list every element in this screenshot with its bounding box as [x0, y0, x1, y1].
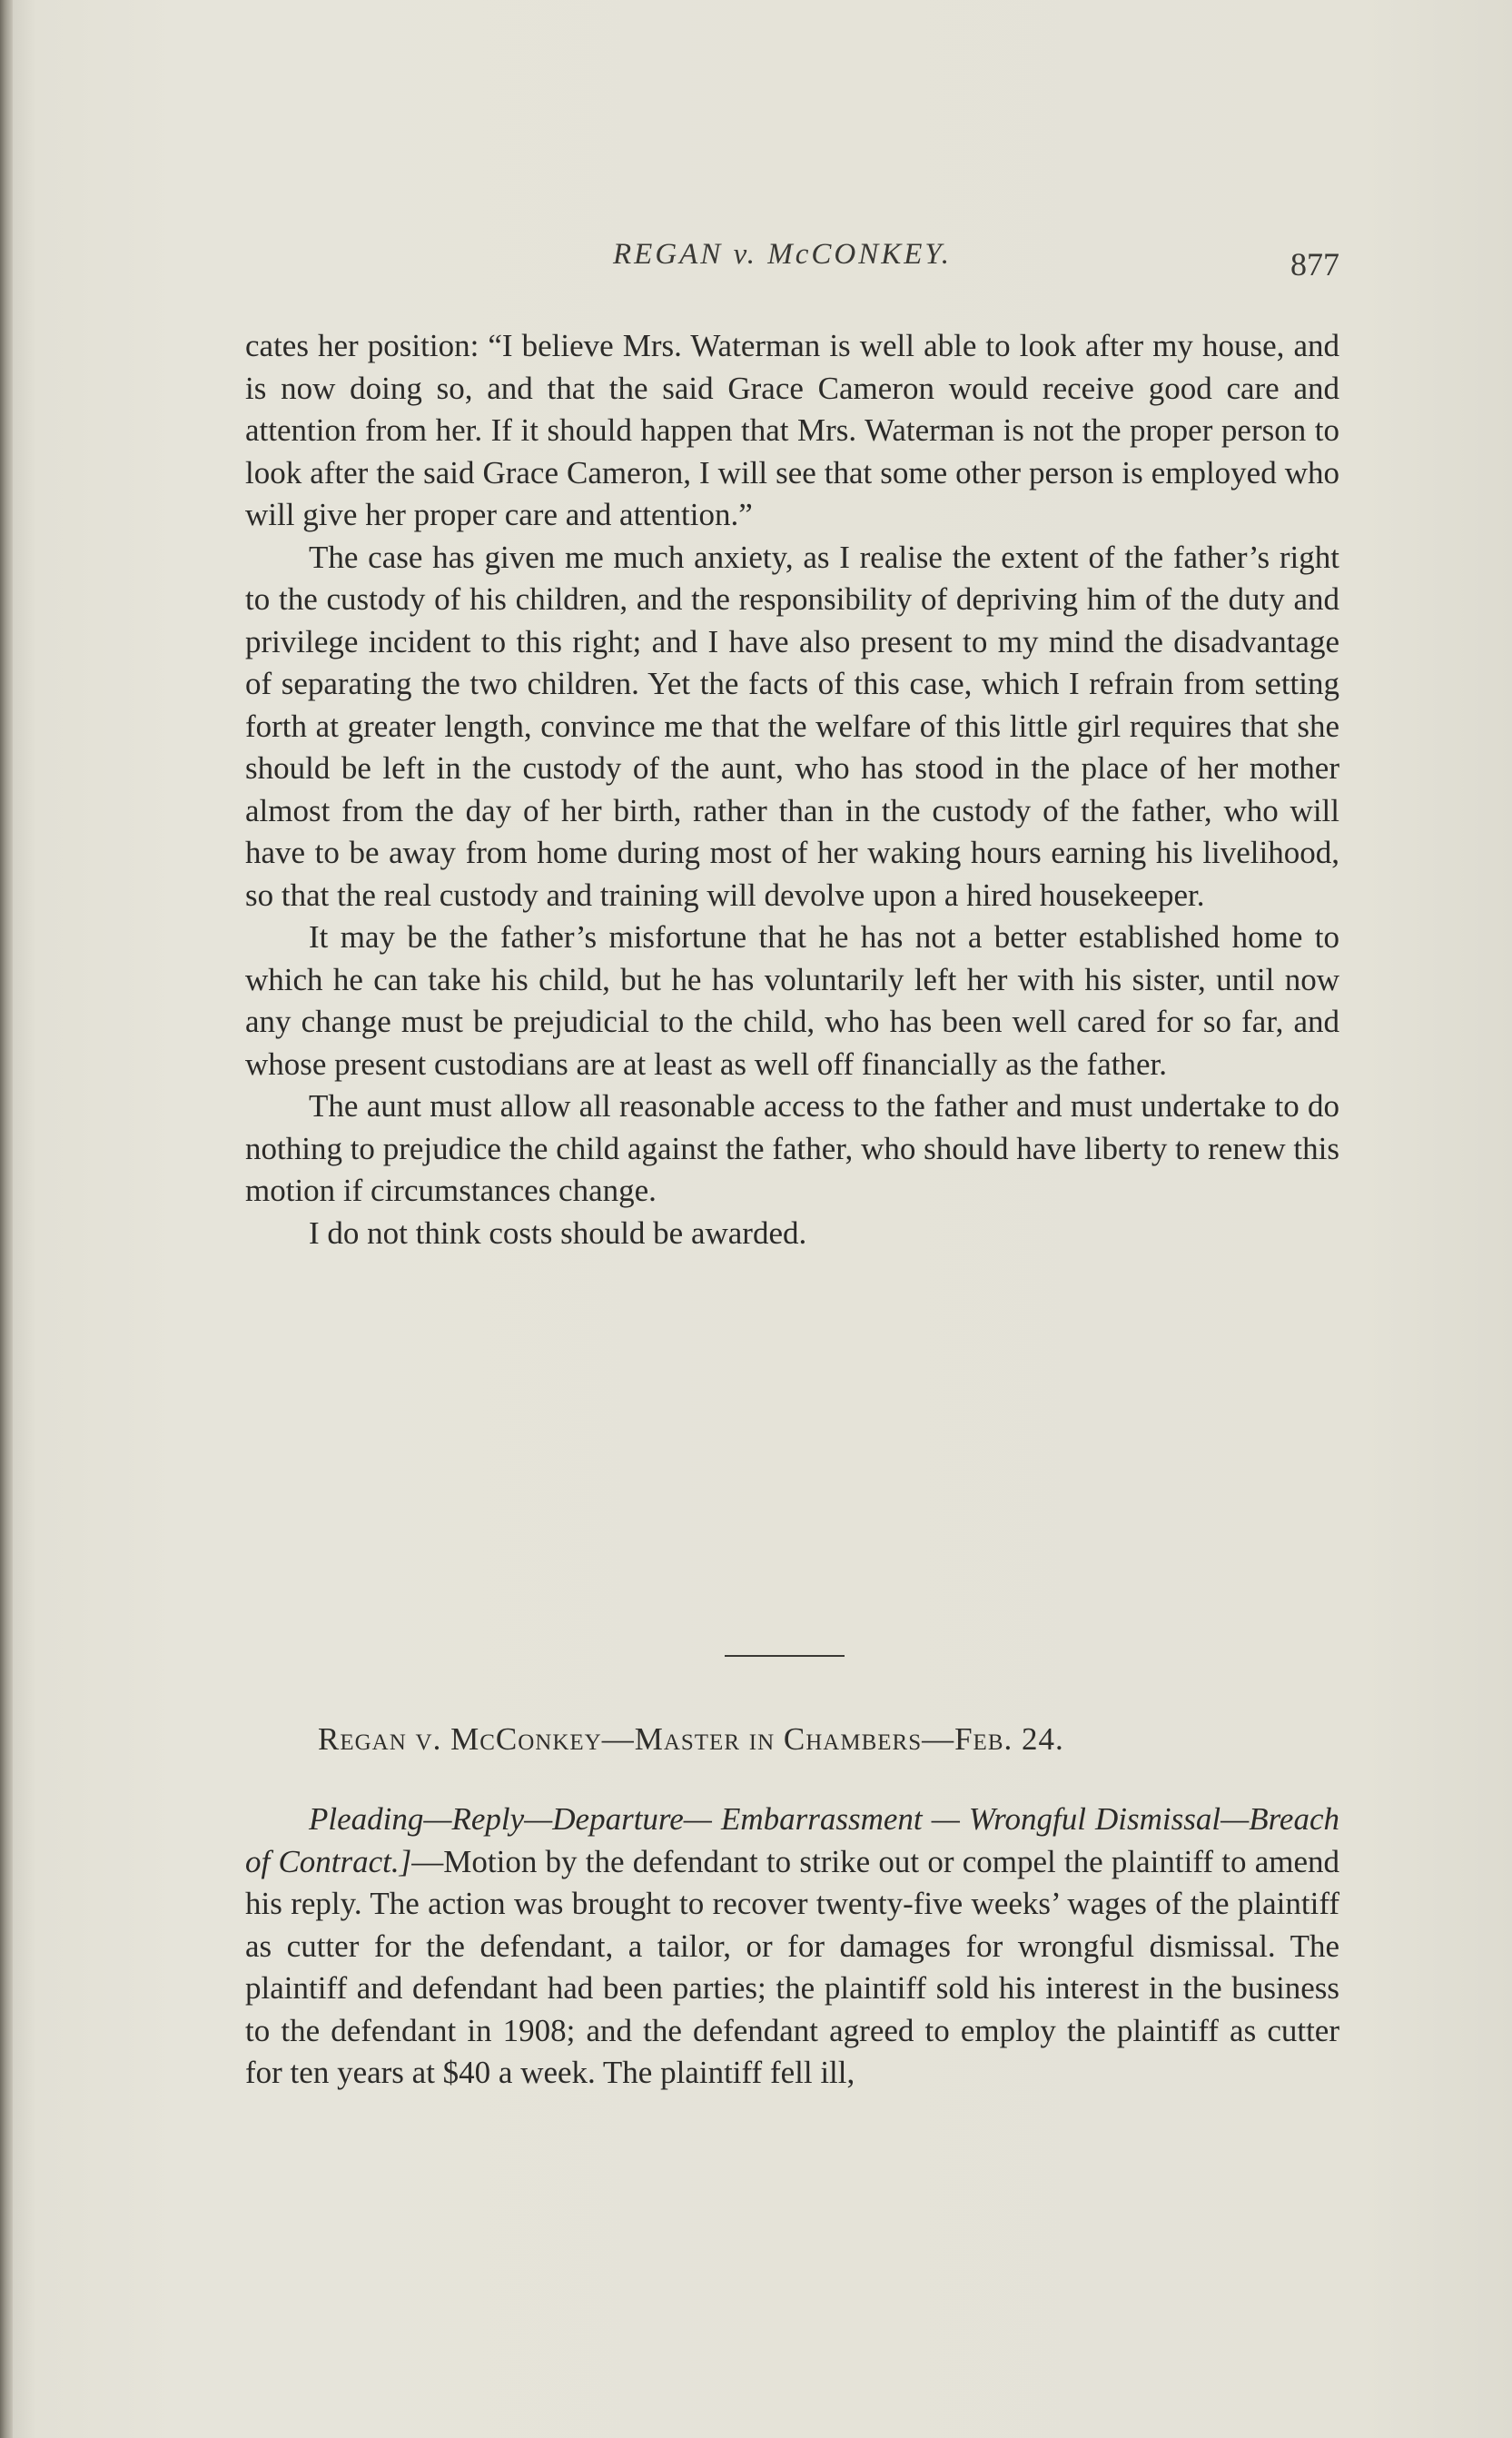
paragraph: I do not think costs should be awarded. — [309, 1214, 807, 1251]
case-summary — [245, 1799, 1339, 2095]
paragraph-continued: cates her position: “I believe Mrs. Waterman is well able to look after my house, and is now doing so, and that the said Grace Cameron would receive good care and attention from her. If it should happen that Mrs. Waterman is not the proper person to look after the said Grace Cameron, I will see that some other person is employed who will give her proper care and attention.” — [245, 328, 1339, 532]
section-divider — [725, 1655, 845, 1657]
catchwords: Pleading—Reply—Departure— Embarrassment — Wrongful Dismissal—Breach of Contract.] — [245, 1801, 1339, 1879]
running-head: REGAN v. McCONKEY. — [613, 238, 952, 271]
judgment-text — [245, 325, 1339, 1254]
case-heading: Regan v. McConkey—Master in Chambers—Feb. 24. — [318, 1721, 1064, 1757]
page-number: 877 — [1290, 246, 1339, 282]
case-paragraph — [245, 1799, 1339, 2095]
paragraph: It may be the father’s misfortune that he has not a better established home to which he can take his child, but he has voluntarily left her with his sister, until now any change must be prejudicial to the child, who has been well cared for so far, and whose present custodians are at least as well off financially as the father. — [245, 919, 1339, 1082]
case-body-text: —Motion by the defendant to strike out or compel the plaintiff to amend his reply. The action was brought to recover twenty-five weeks’ wages of the plaintiff as cutter for the defendant, a tailor, or for damages for wrongful dismissal. The plaintiff and defendant had been parties; the plaintiff sold his interest in the business to the defendant in 1908; and the defendant agreed to employ the plaintiff as cutter for ten years at $40 a week. The plaintiff fell ill, — [245, 1843, 1339, 2090]
page-binding-edge — [0, 0, 13, 2438]
paragraph: The case has given me much anxiety, as I realise the extent of the father’s right to the custody of his children, and the responsibility of depriving him of the duty and privilege incident to this right; and I have also present to my mind the disadvantage of separating the two children. Yet the facts of this case, which I refrain from setting forth at greater length, convince me that the welfare of this little girl requires that she should be left in the custody of the aunt, who has stood in the place of her mother almost from the day of her birth, rather than in the custody of the father, who will have to be away from home during most of her waking hours earning his livelihood, so that the real custody and training will devolve upon a hired housekeeper. — [245, 539, 1339, 913]
page-header — [245, 238, 1339, 283]
paragraph: The aunt must allow all reasonable access to the father and must undertake to do nothing to prejudice the child against the father, who should have liberty to renew this motion if circumstances change. — [245, 1088, 1339, 1208]
